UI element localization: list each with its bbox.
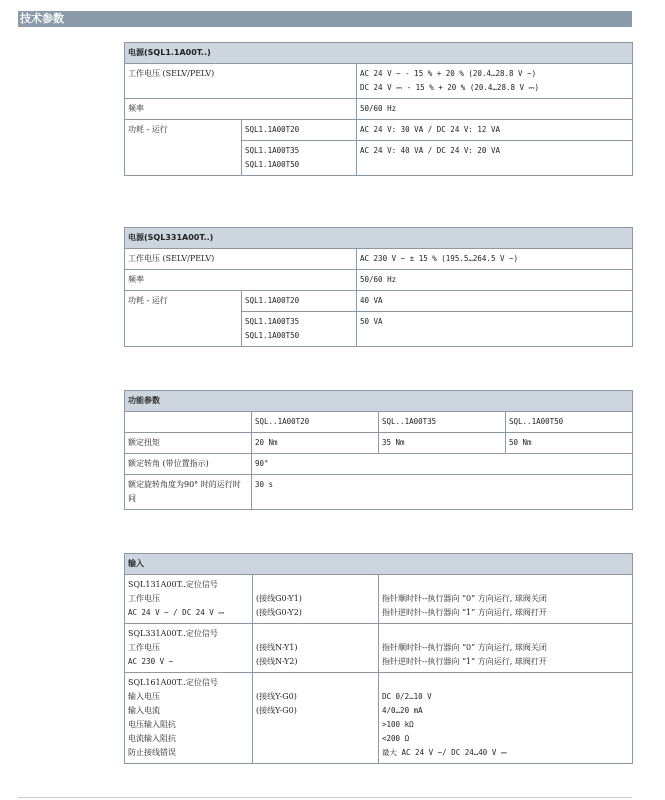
consumption-label: 功耗 - 运行 [125,291,242,347]
param-name: 电压输入阻抗 [128,720,176,729]
description-text: 指针顺时针--执行器向 “0” 方向运行, 球阀关闭 [382,594,547,603]
wiring-cell [253,673,379,764]
torque-value: 50 Nm [506,433,633,454]
angle-label: 额定转角 (带位置指示) [125,454,252,475]
frequency-value: 50/60 Hz [357,270,633,291]
wiring-text: (接线G0-Y2) [256,608,302,617]
wiring-text: (接线N-Y1) [256,643,298,652]
table-title: 电源(SQL331A00T..) [125,228,633,249]
voltage-values [357,64,633,99]
param-name: 防止接线错误 [128,748,176,757]
consumption-value: 40 VA [357,291,633,312]
description-text: 指针逆时针--执行器向 “1” 方向运行, 球阀打开 [382,608,547,617]
signal-name: SQL131A00T..定位信号 [128,580,218,589]
runtime-value: 30 s [252,475,633,510]
wiring-text: (接线G0-Y1) [256,594,302,603]
empty-cell [125,412,252,433]
consumption-label: 功耗 - 运行 [125,120,242,176]
table-title: 输入 [125,554,633,575]
model-name: SQL1.1A00T35 [245,146,300,155]
frequency-label: 频率 [125,270,357,291]
frequency-label: 频率 [125,99,357,120]
signal-name: SQL161A00T..定位信号 [128,678,218,687]
model-cell: SQL1.1A00T20 [242,291,357,312]
torque-value: 20 Nm [252,433,379,454]
input-group-label [125,673,253,764]
param-name: AC 230 V ~ [128,657,174,666]
page-bottom-rule [18,797,632,798]
table-title: 功能参数 [125,391,633,412]
section-header-bar [18,11,632,27]
signal-name: SQL331A00T..定位信号 [128,629,218,638]
param-name: 电流输入阻抗 [128,734,176,743]
consumption-value: 50 VA [357,312,633,347]
model-cell [242,312,357,347]
power-table-sql331 [124,227,633,347]
description-text: 指针顺时针--执行器向 “0” 方向运行, 球阀关闭 [382,643,547,652]
frequency-value: 50/60 Hz [357,99,633,120]
voltage-value: AC 230 V ~ ± 15 % (195.5…264.5 V ~) [357,249,633,270]
description-text: 4/0…20 mA [382,706,423,715]
consumption-value: AC 24 V: 30 VA / DC 24 V: 12 VA [357,120,633,141]
voltage-ac: AC 24 V ~ - 15 % + 20 % (20.4…28.8 V ~) [360,69,537,78]
runtime-label: 额定旋转角度为90° 时的运行时间 [125,475,252,510]
model-name: SQL1.1A00T35 [245,317,300,326]
model-cell [242,141,357,176]
param-name: 工作电压 [128,643,160,652]
description-cell [379,673,633,764]
column-header: SQL..1A00T35 [379,412,506,433]
torque-label: 额定扭矩 [125,433,252,454]
angle-value: 90° [252,454,633,475]
column-header: SQL..1A00T50 [506,412,633,433]
column-header: SQL..1A00T20 [252,412,379,433]
torque-value: 35 Nm [379,433,506,454]
consumption-value: AC 24 V: 40 VA / DC 24 V: 20 VA [357,141,633,176]
description-text: DC 0/2…10 V [382,692,432,701]
param-name: AC 24 V ~ / DC 24 V ⎓ [128,608,225,617]
function-table [124,390,633,510]
voltage-label: 工作电压 (SELV/PELV) [125,249,357,270]
wiring-cell [253,575,379,624]
description-cell [379,575,633,624]
input-group-label [125,624,253,673]
wiring-text: (接线Y-G0) [256,692,297,701]
description-text: >100 kΩ [382,720,414,729]
wiring-text: (接线N-Y2) [256,657,298,666]
section-title: 技术参数 [20,12,64,25]
table-title: 电源(SQL1.1A00T..) [125,43,633,64]
model-name: SQL1.1A00T50 [245,331,300,340]
model-name: SQL1.1A00T50 [245,160,300,169]
description-text: <200 Ω [382,734,410,743]
param-name: 输入电流 [128,706,160,715]
wiring-text: (接线Y-G0) [256,706,297,715]
wiring-cell [253,624,379,673]
param-name: 输入电压 [128,692,160,701]
input-table [124,553,633,764]
model-cell: SQL1.1A00T20 [242,120,357,141]
description-text: 指针逆时针--执行器向 “1” 方向运行, 球阀打开 [382,657,547,666]
power-table-sql1 [124,42,633,176]
voltage-dc: DC 24 V ⎓ - 15 % + 20 % (20.4…28.8 V ⎓) [360,83,540,92]
input-group-label [125,575,253,624]
voltage-label: 工作电压 (SELV/PELV) [125,64,357,99]
description-cell [379,624,633,673]
param-name: 工作电压 [128,594,160,603]
description-text: 最大 AC 24 V ~/ DC 24…40 V ⎓ [382,748,507,757]
